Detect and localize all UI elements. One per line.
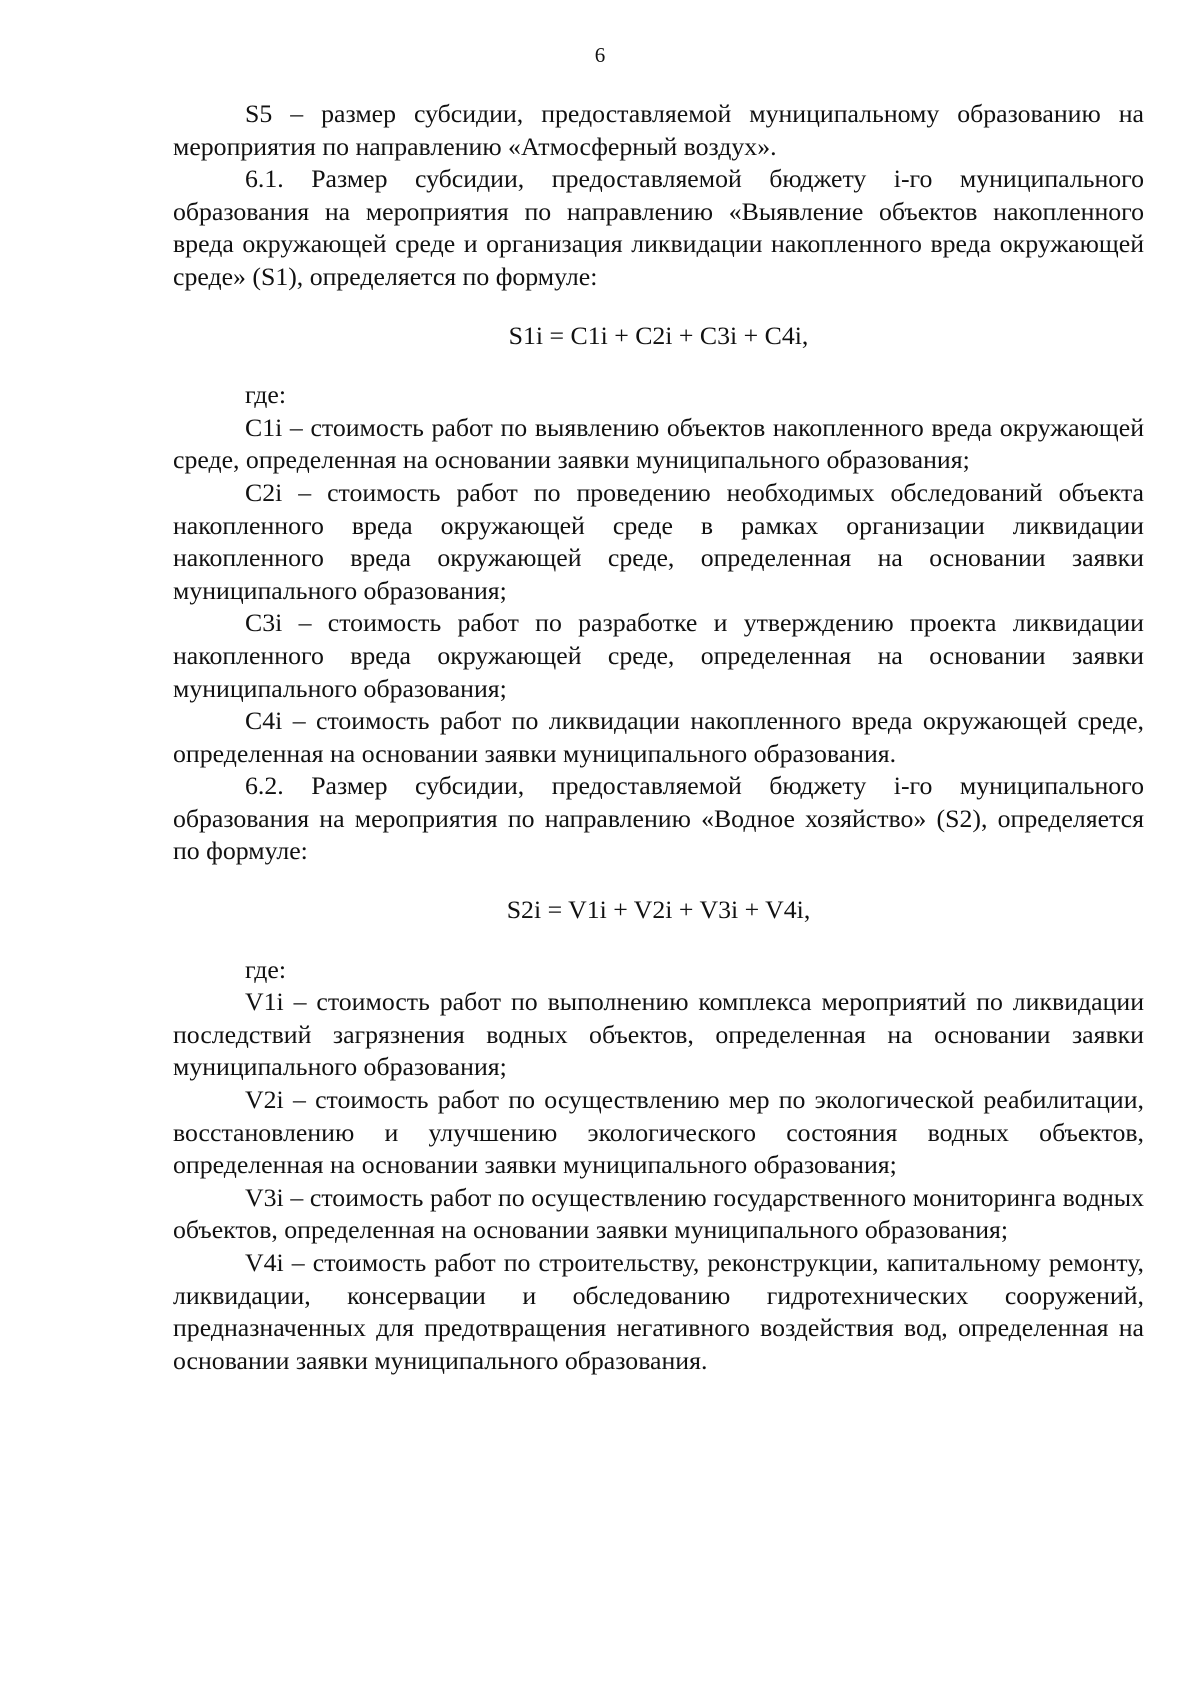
definition-c4i: C4i – стоимость работ по ликвидации накопленного вреда окружающей среде, определенная на основании заявки муниципального образования. — [173, 706, 1144, 768]
paragraph-s5-definition: S5 – размер субсидии, предоставляемой муниципальному образованию на мероприятия по направлению «Атмосферный воздух». — [173, 99, 1144, 161]
formula-s2: S2i = V1i + V2i + V3i + V4i, — [506, 895, 811, 925]
definition-c2i: C2i – стоимость работ по проведению необходимых обследований объекта накопленного вреда окружающей среде в рамках организации ликвидации накопленного вреда окружающей среде, определенная на основании заявки муниципального образования; — [173, 477, 1144, 605]
page-number: 6 — [594, 43, 606, 67]
paragraph-6-2: 6.2. Размер субсидии, предоставляемой бюджету i-го муниципального образования на мероприятия по направлению «Водное хозяйство» (S2), определяется по формуле: — [173, 771, 1144, 866]
where-label: где: — [245, 380, 287, 410]
definition-v3i: V3i – стоимость работ по осуществлению государственного мониторинга водных объектов, определенная на основании заявки муниципального образования; — [173, 1182, 1144, 1245]
document-body — [173, 98, 1144, 1377]
definition-c3i: C3i – стоимость работ по разработке и утверждению проекта ликвидации накопленного вреда окружающей среде, определенная на основании заявки муниципального образования; — [173, 608, 1144, 703]
definition-c1i: C1i – стоимость работ по выявлению объектов накопленного вреда окружающей среде, определенная на основании заявки муниципального образования; — [173, 412, 1144, 475]
where-label: где: — [245, 954, 287, 984]
definition-v4i: V4i – стоимость работ по строительству, реконструкции, капитальному ремонту, ликвидации, консервации и обследованию гидротехнических сооружений, предназначенных для предотвращения негативного воздействия вод, определенная на основании заявки муниципального образования. — [173, 1248, 1144, 1375]
formula-s1: S1i = C1i + C2i + C3i + C4i, — [508, 320, 809, 350]
definition-v2i: V2i – стоимость работ по осуществлению мер по экологической реабилитации, восстановлению и улучшению экологического состояния водных объектов, определенная на основании заявки муниципального образования; — [173, 1085, 1144, 1180]
definition-v1i: V1i – стоимость работ по выполнению комплекса мероприятий по ликвидации последствий загрязнения водных объектов, определенная на основании заявки муниципального образования; — [173, 987, 1144, 1082]
paragraph-6-1: 6.1. Размер субсидии, предоставляемой бюджету i-го муниципального образования на мероприятия по направлению «Выявление объектов накопленного вреда окружающей среде и организация ликвидации накопленного вреда окружающей среде» (S1), определяется по формуле: — [173, 164, 1144, 291]
